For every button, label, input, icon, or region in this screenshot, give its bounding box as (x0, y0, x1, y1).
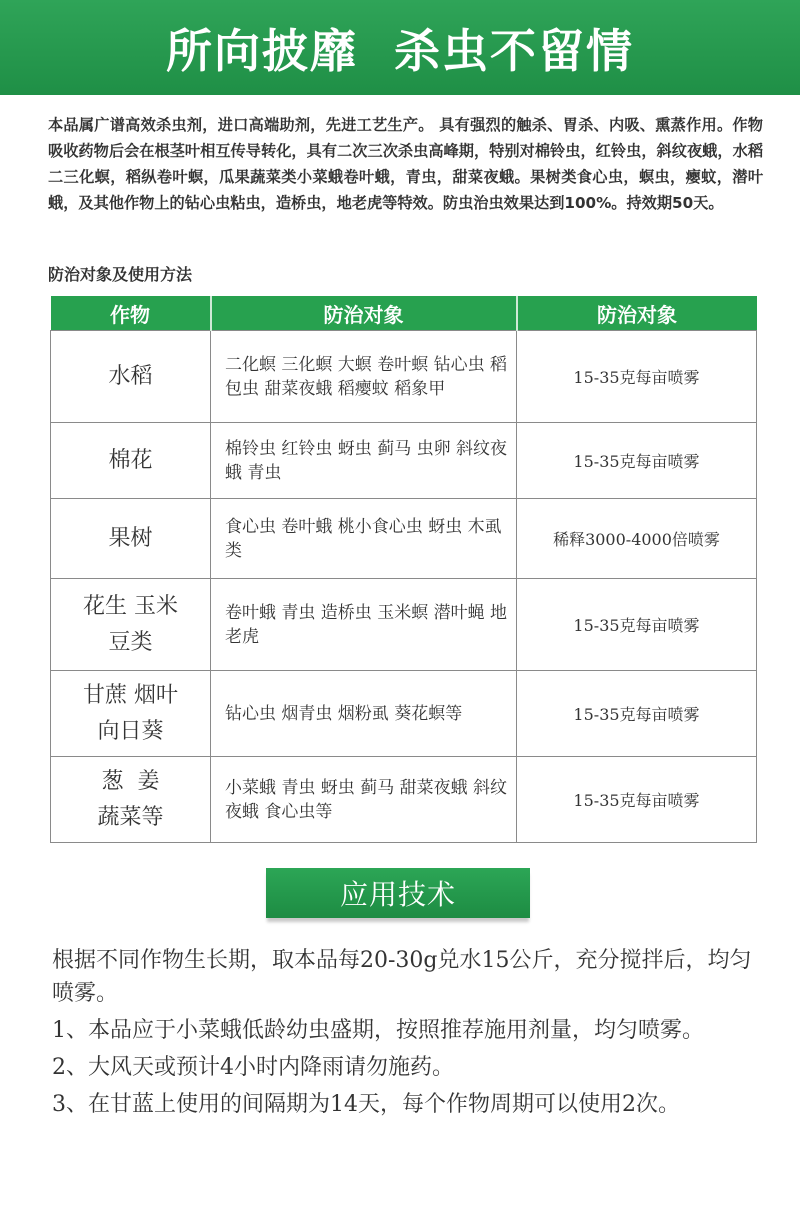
header-dose: 防治对象 (517, 296, 757, 331)
table-row (51, 757, 757, 843)
product-description: 本品属广谱高效杀虫剂，进口高端助剂，先进工艺生产。 具有强烈的触杀、胃杀、内吸、熏蒸作用。作物吸收药物后会在根茎叶相互传导转化，具有二次三次杀虫高峰期，特别对棉铃虫，红铃虫，斜纹夜蛾，水稻二三化螟，稻纵卷叶螟，瓜果蔬菜类小菜蛾卷叶蛾，青虫，甜菜夜蛾。果树类食心虫，螟虫，瘿蚊，潜叶蛾，及其他作物上的钻心虫粘虫，造桥虫，地老虎等特效。防虫治虫效果达到100%。持效期50天。 (48, 116, 763, 212)
table-row (51, 423, 757, 499)
application-instructions (52, 944, 752, 1125)
crop-name: 棉花 (108, 447, 153, 473)
usage-table (50, 296, 757, 843)
dose-cell: 15-35克每亩喷雾 (517, 757, 757, 843)
crop-name: 果树 (108, 525, 153, 551)
table-row (51, 499, 757, 579)
crop-name-line: 葱 姜 (101, 768, 160, 794)
crop-name-line: 豆类 (108, 629, 153, 655)
instruction-item: 2、大风天或预计4小时内降雨请勿施药。 (52, 1055, 454, 1080)
table-row (51, 579, 757, 671)
crop-name: 水稻 (108, 363, 153, 389)
table-header-row (51, 296, 757, 331)
instruction-item: 3、在甘蓝上使用的间隔期为14天，每个作物周期可以使用2次。 (52, 1092, 680, 1117)
dose-cell: 15-35克每亩喷雾 (517, 331, 757, 423)
section-banner (266, 868, 530, 918)
dose-cell: 稀释3000-4000倍喷雾 (517, 499, 757, 579)
crop-name-line: 甘蔗 烟叶 (83, 682, 178, 708)
crop-name-line: 向日葵 (97, 718, 164, 744)
dose-cell: 15-35克每亩喷雾 (517, 671, 757, 757)
pest-cell: 二化螟 三化螟 大螟 卷叶螟 钻心虫 稻包虫 甜菜夜蛾 稻瘿蚊 稻象甲 (211, 331, 517, 423)
usage-subtitle: 防治对象及使用方法 (48, 265, 193, 284)
instruction-item: 1、本品应于小菜蛾低龄幼虫盛期，按照推荐施用剂量，均匀喷雾。 (52, 1018, 704, 1043)
pest-cell: 小菜蛾 青虫 蚜虫 蓟马 甜菜夜蛾 斜纹夜蛾 食心虫等 (211, 757, 517, 843)
table-row (51, 331, 757, 423)
header-pests: 防治对象 (211, 296, 517, 331)
header-crop: 作物 (51, 296, 211, 331)
crop-cell (51, 671, 211, 757)
crop-name-line: 花生 玉米 (83, 593, 178, 619)
pest-cell: 棉铃虫 红铃虫 蚜虫 蓟马 虫卵 斜纹夜蛾 青虫 (211, 423, 517, 499)
crop-cell (51, 757, 211, 843)
crop-name-line: 蔬菜等 (97, 804, 164, 830)
instruction-paragraph: 根据不同作物生长期，取本品每20-30g兑水15公斤，充分搅拌后，均匀喷雾。 (52, 948, 752, 1006)
crop-cell (51, 331, 211, 423)
page-title: 所向披靡 杀虫不留情 (165, 23, 635, 78)
pest-cell: 食心虫 卷叶蛾 桃小食心虫 蚜虫 木虱类 (211, 499, 517, 579)
dose-cell: 15-35克每亩喷雾 (517, 423, 757, 499)
crop-cell (51, 579, 211, 671)
header-banner (0, 0, 800, 95)
dose-cell: 15-35克每亩喷雾 (517, 579, 757, 671)
pest-cell: 卷叶蛾 青虫 造桥虫 玉米螟 潜叶蝇 地老虎 (211, 579, 517, 671)
section-title: 应用技术 (339, 878, 456, 911)
crop-cell (51, 423, 211, 499)
pest-cell: 钻心虫 烟青虫 烟粉虱 葵花螟等 (211, 671, 517, 757)
crop-cell (51, 499, 211, 579)
table-row (51, 671, 757, 757)
